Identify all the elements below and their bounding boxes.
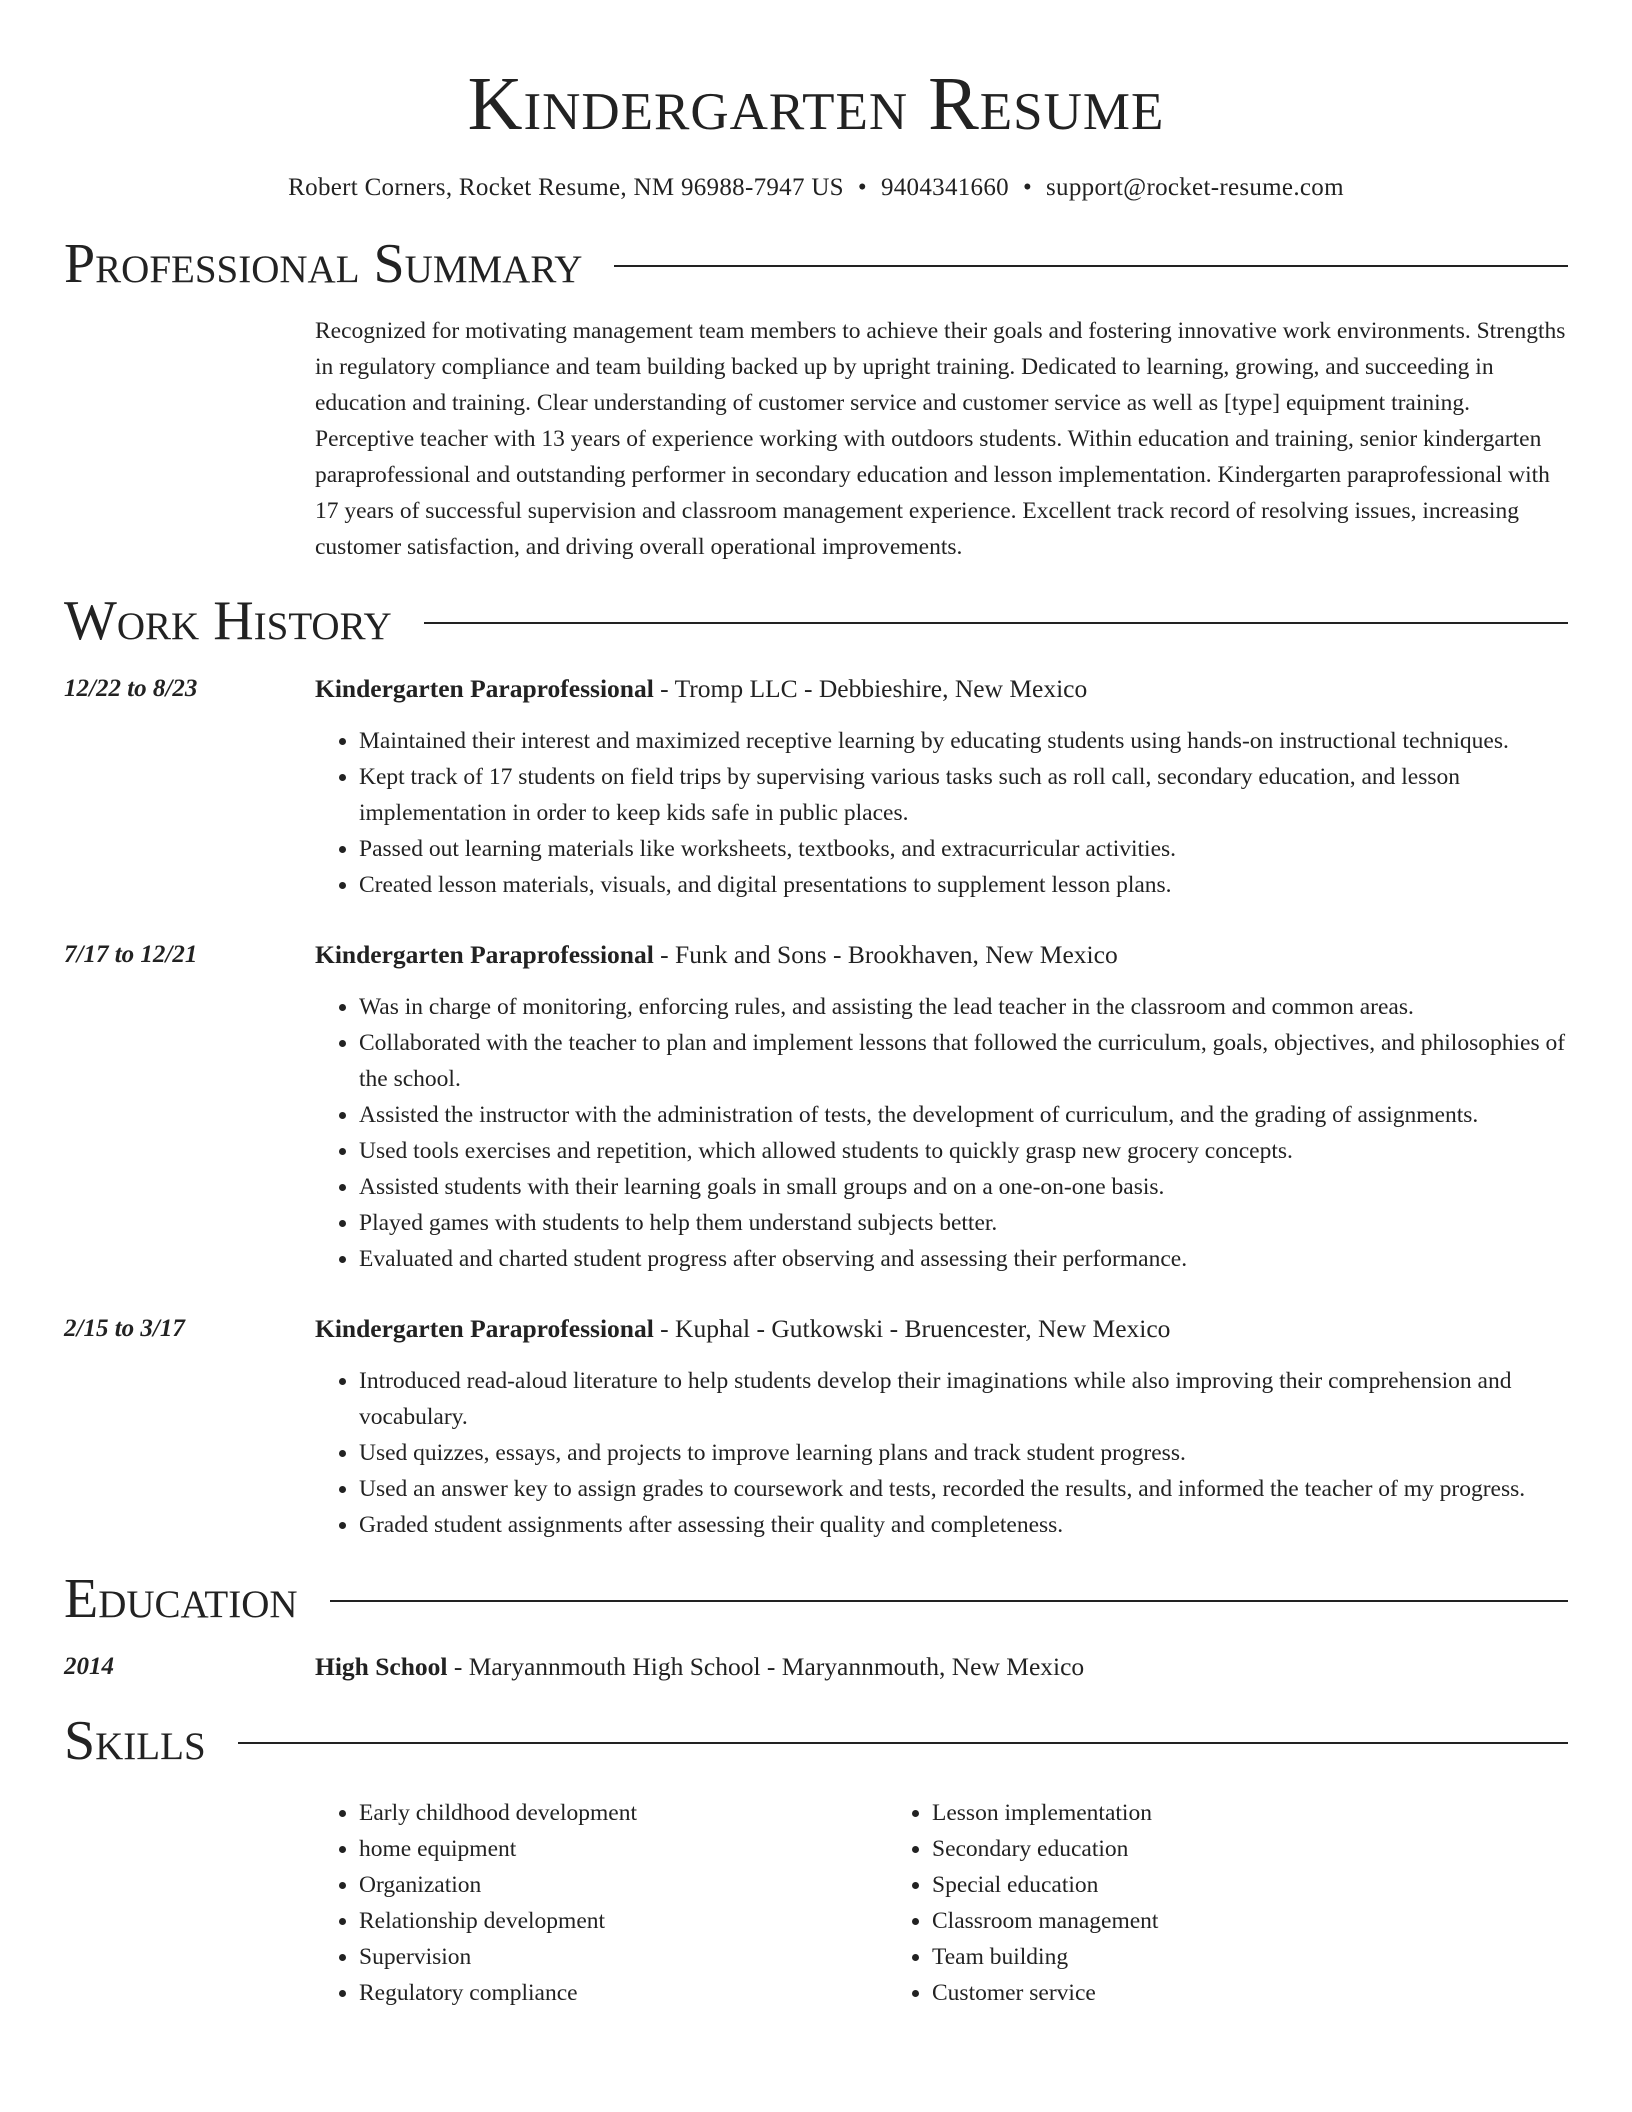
skills-column-right — [888, 1795, 1461, 2011]
skill-item: • home equipment — [359, 1831, 888, 1867]
job-bullet-list — [315, 1363, 1568, 1543]
job-bullet: • Used an answer key to assign grades to coursework and tests, recorded the results, and informed the teacher of my progress. — [359, 1471, 1568, 1507]
job-bullet: • Passed out learning materials like worksheets, textbooks, and extracurricular activities. — [359, 831, 1568, 867]
section-title-work-history: Work History — [64, 590, 392, 652]
job-details: - Tromp LLC - Debbieshire, New Mexico — [653, 674, 1088, 703]
skill-item: • Supervision — [359, 1939, 888, 1975]
skills-column-left — [315, 1795, 888, 2011]
job-entry — [64, 937, 1568, 1277]
education-year: 2014 — [64, 1653, 114, 1680]
job-bullet: • Kept track of 17 students on field trips by supervising various tasks such as roll call, secondary education, and lesson implementation in order to keep kids safe in public places. — [359, 759, 1568, 831]
job-bullet: • Used quizzes, essays, and projects to improve learning plans and track student progress. — [359, 1435, 1568, 1471]
section-header-education — [64, 1569, 1568, 1629]
job-title: Kindergarten Paraprofessional — [315, 1314, 654, 1343]
section-divider — [424, 622, 1568, 624]
job-title: Kindergarten Paraprofessional — [315, 674, 654, 703]
section-header-skills — [64, 1711, 1568, 1771]
job-heading — [315, 1311, 1568, 1347]
job-details: - Funk and Sons - Brookhaven, New Mexico — [653, 940, 1118, 969]
job-bullet: • Maintained their interest and maximized receptive learning by educating students using hands-on instructional techniques. — [359, 723, 1568, 759]
skill-item: • Team building — [932, 1939, 1461, 1975]
section-header-summary — [64, 234, 1568, 294]
contact-separator: • — [1022, 174, 1033, 201]
contact-line — [64, 172, 1568, 204]
job-details: - Kuphal - Gutkowski - Bruencester, New Mexico — [653, 1314, 1171, 1343]
education-entry — [64, 1649, 1568, 1685]
skill-item: • Special education — [932, 1867, 1461, 1903]
job-dates: 12/22 to 8/23 — [64, 675, 198, 702]
section-divider — [614, 265, 1568, 267]
education-degree: High School — [315, 1652, 448, 1681]
section-title-education: Education — [64, 1568, 298, 1630]
skill-item: • Customer service — [932, 1975, 1461, 2011]
section-divider — [330, 1600, 1568, 1602]
skill-item: • Classroom management — [932, 1903, 1461, 1939]
section-divider — [238, 1742, 1568, 1744]
job-bullet: • Was in charge of monitoring, enforcing rules, and assisting the lead teacher in the classroom and common areas. — [359, 989, 1568, 1025]
skills-list — [315, 1795, 1568, 2011]
resume-title: Kindergarten Resume — [467, 62, 1165, 146]
job-heading — [315, 937, 1568, 973]
job-bullet: • Assisted students with their learning goals in small groups and on a one-on-one basis. — [359, 1169, 1568, 1205]
skill-item: • Lesson implementation — [932, 1795, 1461, 1831]
job-content — [315, 937, 1568, 1277]
job-entry — [64, 1311, 1568, 1543]
job-bullet: • Graded student assignments after assessing their quality and completeness. — [359, 1507, 1568, 1543]
job-content — [315, 1311, 1568, 1543]
job-dates: 2/15 to 3/17 — [64, 1315, 185, 1342]
contact-phone: 9404341660 — [880, 174, 1009, 201]
job-bullet: • Assisted the instructor with the administration of tests, the development of curriculum, and the grading of assignments. — [359, 1097, 1568, 1133]
skill-item: • Regulatory compliance — [359, 1975, 888, 2011]
job-bullet: • Evaluated and charted student progress after observing and assessing their performance. — [359, 1241, 1568, 1277]
summary-section — [315, 313, 1568, 565]
job-bullet: • Introduced read-aloud literature to help students develop their imaginations while also improving their comprehension and vocabulary. — [359, 1363, 1568, 1435]
skill-item: • Relationship development — [359, 1903, 888, 1939]
summary-text: Recognized for motivating management team members to achieve their goals and fostering innovative work environments. Strengths in regulatory compliance and team building backed up by upright training. Dedicated to learning, growing, and succeeding in education and training. Clear understanding of customer service and customer service as well as [type] equipment training. Perceptive teacher with 13 years of experience working with outdoors students. Within education and training, senior kindergarten paraprofessional and outstanding performer in secondary education and lesson implementation. Kindergarten paraprofessional with 17 years of successful supervision and classroom management experience. Excellent track record of resolving issues, increasing customer satisfaction, and driving overall operational improvements. — [315, 318, 1566, 560]
job-heading — [315, 671, 1568, 707]
job-content — [315, 671, 1568, 903]
job-entry — [64, 671, 1568, 903]
job-bullet: • Used tools exercises and repetition, which allowed students to quickly grasp new grocery concepts. — [359, 1133, 1568, 1169]
job-bullet: • Created lesson materials, visuals, and digital presentations to supplement lesson plans. — [359, 867, 1568, 903]
section-title-skills: Skills — [64, 1710, 206, 1772]
contact-separator: • — [857, 174, 867, 201]
section-header-work-history — [64, 591, 1568, 651]
education-heading — [315, 1649, 1568, 1685]
skill-item: • Secondary education — [932, 1831, 1461, 1867]
job-bullet: • Collaborated with the teacher to plan and implement lessons that followed the curriculum, goals, objectives, and philosophies of the school. — [359, 1025, 1568, 1097]
job-bullet: • Played games with students to help them understand subjects better. — [359, 1205, 1568, 1241]
section-title-summary: Professional Summary — [64, 233, 583, 295]
contact-email: support@rocket-resume.com — [1046, 174, 1344, 201]
education-details: - Maryannmouth High School - Maryannmouth, New Mexico — [447, 1652, 1085, 1681]
job-bullet-list — [315, 989, 1568, 1277]
job-title: Kindergarten Paraprofessional — [315, 940, 654, 969]
contact-address: Robert Corners, Rocket Resume, NM 96988-7947 US — [288, 174, 844, 201]
skill-item: • Early childhood development — [359, 1795, 888, 1831]
education-content — [315, 1649, 1568, 1685]
resume-page — [64, 0, 1568, 2011]
job-bullet-list — [315, 723, 1568, 903]
skill-item: • Organization — [359, 1867, 888, 1903]
job-dates: 7/17 to 12/21 — [64, 941, 198, 968]
